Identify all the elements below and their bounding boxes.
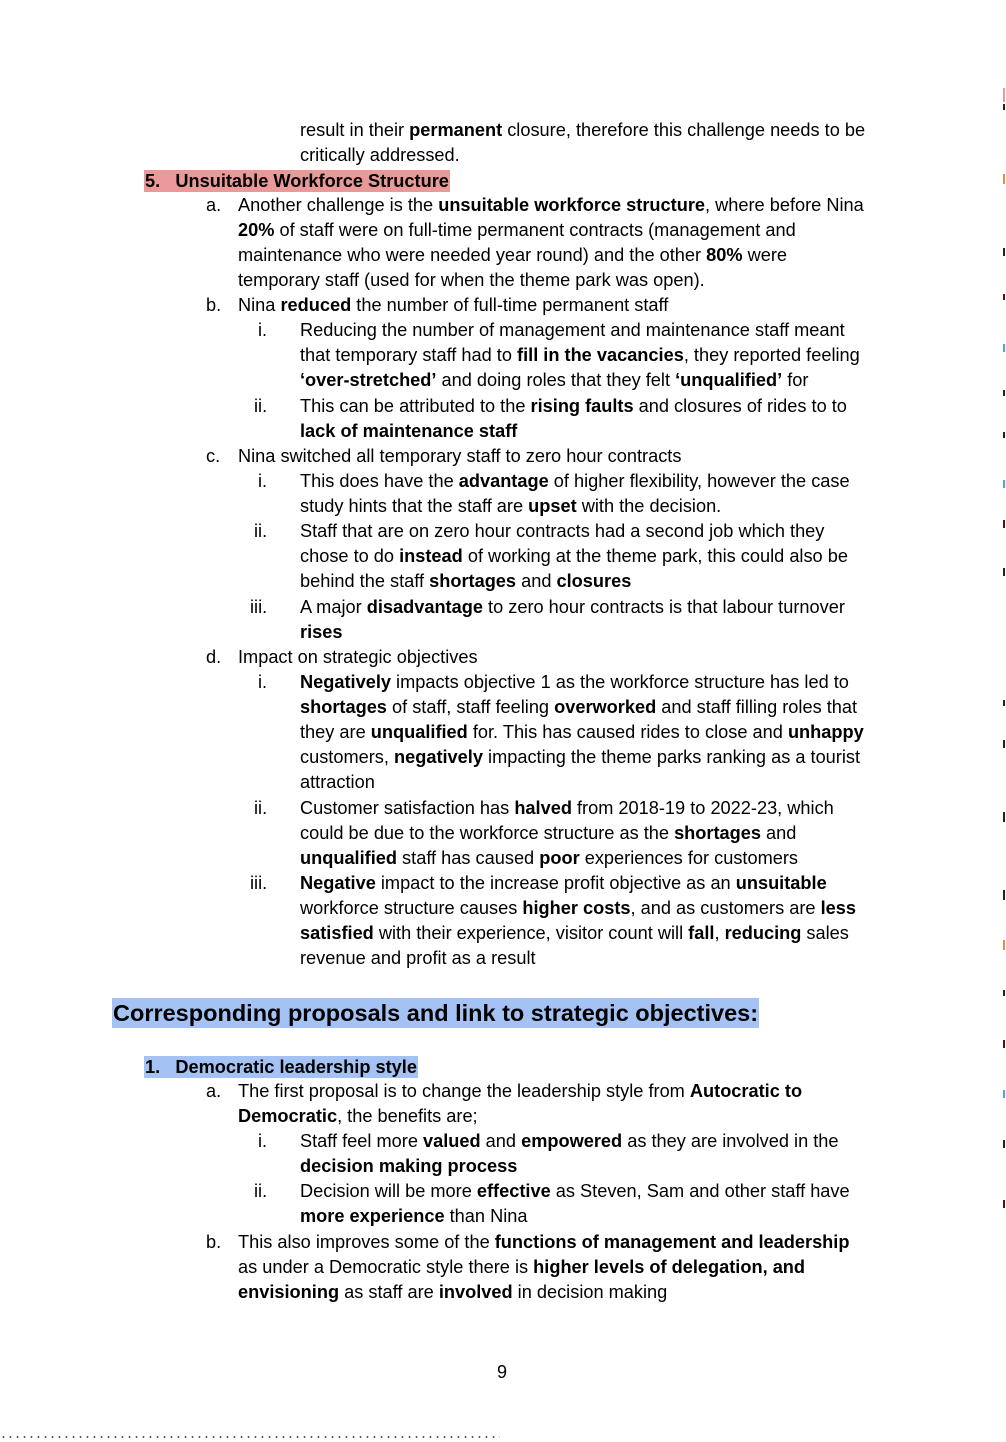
list-marker: a. — [206, 1081, 222, 1101]
text-line: lack of maintenance staff — [300, 421, 518, 441]
text-line: decision making process — [300, 1156, 518, 1176]
text-line: Negative impact to the increase profit objective as an unsuitable — [300, 873, 827, 893]
proposals-heading: Corresponding proposals and link to strategic objectives: — [113, 1000, 759, 1026]
text-line: Democratic, the benefits are; — [238, 1106, 478, 1126]
list-marker: b. — [206, 1232, 222, 1252]
page-number: 9 — [497, 1362, 508, 1382]
text-line: ‘over-stretched’ and doing roles that they felt ‘unqualified’ for — [300, 370, 809, 390]
list-marker: i. — [258, 320, 268, 340]
list-marker: iii. — [250, 597, 268, 617]
text-line: This also improves some of the functions of management and leadership — [238, 1232, 850, 1252]
text-line: 20% of staff were on full-time permanent contracts (management and — [238, 220, 796, 240]
text-line: Impact on strategic objectives — [238, 647, 478, 667]
text-line: rises — [300, 622, 343, 642]
section-heading-unsuitable-workforce: 5. Unsuitable Workforce Structure — [145, 171, 449, 191]
list-marker: b. — [206, 295, 222, 315]
text-line: critically addressed. — [300, 145, 460, 165]
text-line: could be due to the workforce structure as the shortages and — [300, 823, 797, 843]
text-line: Customer satisfaction has halved from 2018-19 to 2022-23, which — [300, 798, 834, 818]
text-line: attraction — [300, 772, 375, 792]
list-marker: i. — [258, 672, 268, 692]
text-line: A major disadvantage to zero hour contracts is that labour turnover — [300, 597, 845, 617]
list-marker: ii. — [254, 1181, 268, 1201]
list-marker: a. — [206, 195, 222, 215]
text-line: shortages of staff, staff feeling overworked and staff filling roles that — [300, 697, 858, 717]
text-line: study hints that the staff are upset with the decision. — [300, 496, 722, 516]
text-line: customers, negatively impacting the theme parks ranking as a tourist — [300, 747, 861, 767]
text-line: that temporary staff had to fill in the vacancies, they reported feeling — [300, 345, 860, 365]
text-line: revenue and profit as a result — [300, 948, 536, 968]
text-line: Negatively impacts objective 1 as the workforce structure has led to — [300, 672, 849, 692]
text-line: behind the staff shortages and closures — [300, 571, 632, 591]
text-line: result in their permanent closure, therefore this challenge needs to be — [300, 120, 866, 140]
list-marker: ii. — [254, 521, 268, 541]
list-marker: ii. — [254, 798, 268, 818]
text-line: workforce structure causes higher costs, and as customers are less — [300, 898, 856, 918]
text-line: Another challenge is the unsuitable workforce structure, where before Nina — [238, 195, 864, 215]
list-marker: c. — [206, 446, 221, 466]
proposal-heading-democratic-leadership: 1. Democratic leadership style — [145, 1057, 417, 1077]
text-line: satisfied with their experience, visitor count will fall, reducing sales — [300, 923, 849, 943]
text-line: unqualified staff has caused poor experiences for customers — [300, 848, 798, 868]
list-marker: i. — [258, 1131, 268, 1151]
text-line: as under a Democratic style there is higher levels of delegation, and — [238, 1257, 806, 1277]
text-line: The first proposal is to change the leadership style from Autocratic to — [238, 1081, 803, 1101]
text-line: Nina reduced the number of full-time permanent staff — [238, 295, 669, 315]
text-line: they are unqualified for. This has caused rides to close and unhappy — [300, 722, 864, 742]
text-line: more experience than Nina — [300, 1206, 528, 1226]
list-marker: iii. — [250, 873, 268, 893]
text-line: This does have the advantage of higher flexibility, however the case — [300, 471, 850, 491]
text-line: maintenance who were needed year round) and the other 80% were — [238, 245, 788, 265]
text-line: Reducing the number of management and maintenance staff meant — [300, 320, 845, 340]
list-marker: d. — [206, 647, 222, 667]
text-line: temporary staff (used for when the theme park was open). — [238, 270, 705, 290]
text-line: chose to do instead of working at the theme park, this could also be — [300, 546, 848, 566]
page-bottom-dotted-rule — [0, 1436, 500, 1438]
text-line: Nina switched all temporary staff to zero hour contracts — [238, 446, 682, 466]
list-marker: ii. — [254, 396, 268, 416]
text-line: Staff feel more valued and empowered as they are involved in the — [300, 1131, 839, 1151]
text-line: Decision will be more effective as Steven, Sam and other staff have — [300, 1181, 850, 1201]
text-line: This can be attributed to the rising faults and closures of rides to to — [300, 396, 847, 416]
text-line: Staff that are on zero hour contracts had a second job which they — [300, 521, 825, 541]
list-marker: i. — [258, 471, 268, 491]
text-line: envisioning as staff are involved in decision making — [238, 1282, 668, 1302]
